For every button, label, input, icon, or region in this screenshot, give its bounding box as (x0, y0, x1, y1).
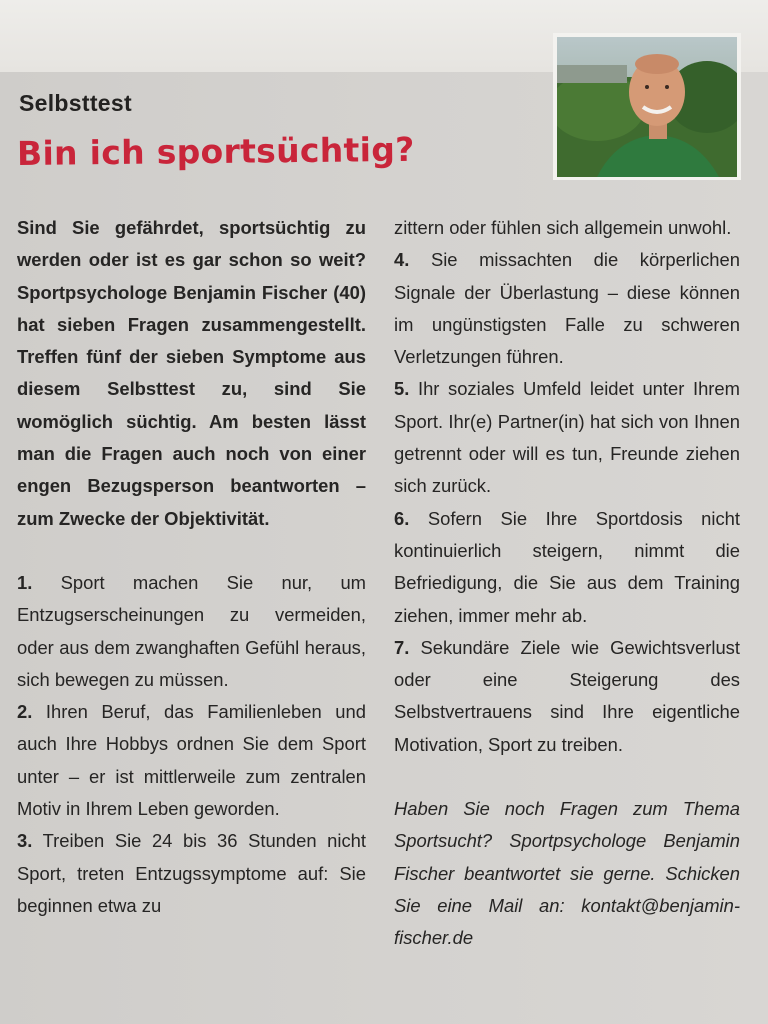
item-text: Ihr soziales Umfeld leidet unter Ihrem Sport. Ihr(e) Partner(in) hat sich von Ihnen getrennt oder will es tun, Freunde ziehen sich zurück. (394, 378, 740, 497)
item-number: 6. (394, 507, 410, 529)
item-number: 3. (17, 830, 33, 852)
portrait-photo-icon (557, 37, 737, 177)
list-item (17, 696, 366, 825)
intro-paragraph: Sind Sie gefährdet, sportsüchtig zu werden oder ist es gar schon so weit? Sportpsychologe Benjamin Fischer (40) hat sieben Fragen zusammengestellt. Treffen fünf der sieben Symptome aus diesem Selbsttest zu, sind Sie womöglich süchtig. Am besten lässt man die Fragen auch noch von einer engen Bezugsperson beantworten – zum Zwecke der Objektivität. (17, 217, 366, 529)
item-number: 2. (17, 701, 33, 723)
item-text: Sekundäre Ziele wie Gewichtsverlust oder eine Steigerung des Selbstvertrauens sind Ihre eigentliche Motivation, Sport zu treiben. (394, 636, 740, 755)
list-item (394, 632, 740, 761)
article-kicker: Selbsttest (19, 90, 132, 116)
left-column (17, 212, 366, 922)
list-item (394, 244, 740, 373)
item-number: 4. (394, 249, 410, 271)
item-number: 1. (17, 571, 33, 593)
item-number: 5. (394, 378, 410, 400)
list-item (394, 503, 740, 632)
spacer (394, 761, 740, 793)
list-item (17, 825, 366, 922)
author-photo (553, 33, 741, 180)
right-column (394, 212, 740, 955)
item-text: Sofern Sie Ihre Sportdosis nicht kontinuierlich steigern, nimmt die Befriedigung, die Sie aus dem Training ziehen, immer mehr ab. (394, 507, 740, 626)
list-item-continued: zittern oder fühlen sich allgemein unwohl. (394, 217, 732, 238)
item-text: Sie missachten die körperlichen Signale der Überlastung – diese können im ungünstigsten Falle zu schweren Verletzungen führen. (394, 249, 740, 368)
item-text: Sport machen Sie nur, um Entzugserscheinungen zu vermeiden, oder aus dem zwanghaften Gefühl heraus, sich bewegen zu müssen. (17, 571, 366, 690)
item-text: Ihren Beruf, das Familienleben und auch Ihre Hobbys ordnen Sie dem Sport unter – er ist mittlerweile zum zentralen Motiv in Ihrem Leben geworden. (17, 701, 366, 820)
article-headline: Bin ich sportsüchtig? (16, 129, 415, 173)
contact-note: Haben Sie noch Fragen zum Thema Sportsucht? Sportpsychologe Benjamin Fischer beantwortet sie gerne. Schicken Sie eine Mail an: kontakt@benjamin-fischer.de (394, 798, 740, 949)
list-item (17, 567, 366, 696)
item-number: 7. (394, 636, 410, 658)
item-text: Treiben Sie 24 bis 36 Stunden nicht Sport, treten Entzugssymptome auf: Sie beginnen etwa zu (17, 830, 366, 916)
spacer (17, 535, 366, 567)
list-item (394, 373, 740, 502)
